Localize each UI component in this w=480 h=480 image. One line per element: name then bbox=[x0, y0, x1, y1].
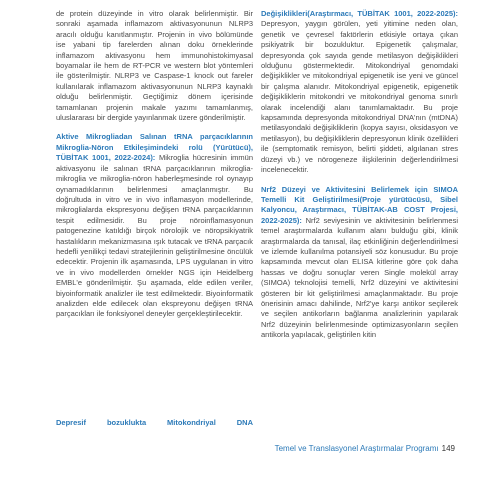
project-body-trna: Mikroglia hücresinin immün aktivasyonu ile salınan tRNA parçacıklarının mikroglia-mikroglia ve mikroglia-nöron haberleşmesinde rol oynayıp oynamadıklarının belirlenmesi amaçlanmıştır. Bu doğrultuda in vitro ve in vivo inflamasyon modellerinde, mikroglialarda ekspresyonu değişen tRNA parçacıklarının tespit edilmesidir. Bu proje nöroinflamasyonun patogenezine katıldığı birçok nörolojik ve nöropsikiyatrik hastalıkların mekanizmasına ışık tutacak ve tRNA parçacık hedefli yenilikçi tedavi stratejilerinin geliştirilmesine öncülük edecektir. Projenin ilk aşamasında, LPS uygulanan in vitro ve in vivo modellerden örnekler NGS için Heidelberg EMBL'e gönderilmiştir. Şu aşamada, elde edilen veriler, biyoinformatik analizler ile test edilmektedir. Biyoinformatik analizden elde edilecek olan ekspreyonu değişen tRNA parçacıkları ile fonksiyonel deneyler gerçekleştirilecektir. bbox=[56, 153, 253, 319]
left-column bbox=[56, 9, 253, 329]
paragraph-trna-project bbox=[56, 132, 253, 319]
page-footer bbox=[275, 444, 455, 453]
project-heading-mtdna-cont: Değişiklikleri(Araştırmacı, TÜBİTAK 1001, 2022-2025): bbox=[261, 9, 458, 18]
project-heading-nrf2: Nrf2 Düzeyi ve Aktivitesini Belirlemek için SIMOA Temelli Kit Geliştirilmesi(Proje yürütücüsü, Sibel Kalyoncu, Araştırmacı, TÜBİTAK-AB COST Projesi, 2022-2025): bbox=[261, 184, 458, 225]
footer-program-title: Temel ve Translasyonel Araştırmalar Programı bbox=[274, 444, 439, 453]
paragraph-inflammasome: de protein düzeyinde in vitro olarak belirlenmiştir. Bir sonraki aşamada inflamazom aktivasyonunun NLRP3 aracılı olduğu kanıtlanmıştır. Projenin in vivo bölümünde ise yabani tip farelerden alınan doku örneklerinde inflamazom aktivasyonu hem immunohistokimyasal boyamalar ile hem de RT-PCR ve western blot yöntemleri ile gösterilmiştir. NLRP3 ve Caspase-1 knock out fareler kullanılarak inflamazom aktivasyonunun NLRP3 kaynaklı olduğu belirlenmiştir. Geçtiğimiz dönem içerisinde tamamlanan projenin makale yazımı tamamlanmış, uluslararası bir dergide yayınlanmak üzere gönderilmiştir. bbox=[56, 9, 253, 123]
project-body-nrf2: Nrf2 seviyesinin ve aktivitesinin belirlenmesi temel araştırmalarda kullanım alanı bulduğu gibi, klinik araştırmalarda da tanısal, ilaç etkinliğinin değerlendirilmesi ve izlemde kullanılma potansiyeli söz konusudur. Bu proje kapsamında mevcut olan ELISA kitlerine göre çok daha hassas ve doğru sonuçlar veren Single molekül array (SIMOA) teknolojisi temelli, Nrf2 düzeyini ve aktivitesini gösteren bir kit geliştirilmesi amaçlanmaktadır. Bu proje önerisinin amacı dahilinde, Nrf2'ye karşı antikor seçilerek ve seçilen antikorların bağlanma analizlerinin yapılarak Nrf2 düzeyinin belirlenmesinde optimizasyonların seçilen antikorla yapılacak, geliştirilen kitin bbox=[261, 215, 458, 340]
paragraph-mtdna-project bbox=[261, 9, 458, 176]
project-heading-mtdna: Depresif bozuklukta Mitokondriyal DNA bbox=[56, 418, 253, 427]
paragraph-nrf2-project bbox=[261, 185, 458, 341]
right-column bbox=[261, 9, 458, 350]
project-body-mtdna: Depresyon, yaygın görülen, yeti yitimine neden olan, genetik ve çevresel faktörlerin etkisiyle ortaya çıkan psikiyatrik bir bozukluktur. Epigenetik çalışmalar, depresyonda çok sayıda gende metilasyon değişiklikleri olduğunu göstermektedir. Mitokondriyal genomdaki değişiklikler ve mitokondriyal epigenetik ise yeni ve güncel bir çalışma alanıdır. Mitokondriyal epigenetik, epigenetik değişikliklerin mitokondri ve mitokondriyal genoma sınırlı olarak incelendiği alanı tanımlamaktadır. Bu proje kapsamında depresyonda mitokondriyal DNA'nın (mtDNA) metilasyondaki değişikliklerin (kopya sayısı, oksidasyon ve metilasyon), bu değişikliklerin depresyonun klinik özellikleri ile (semptomatik remisyon, belirti şiddeti, algılanan stres düzeyi vb.) ve nörogeneze ilişkilerinin değerlendirilmesi incelenecektir. bbox=[261, 19, 458, 175]
project-heading-trna: Aktive Mikrogliadan Salınan tRNA parçacıklarının Mikroglia-Nöron Etkileşimindeki rolü (Yürütücü), TÜBİTAK 1001, 2022-2024): bbox=[56, 132, 253, 163]
page-number: 149 bbox=[441, 444, 455, 453]
